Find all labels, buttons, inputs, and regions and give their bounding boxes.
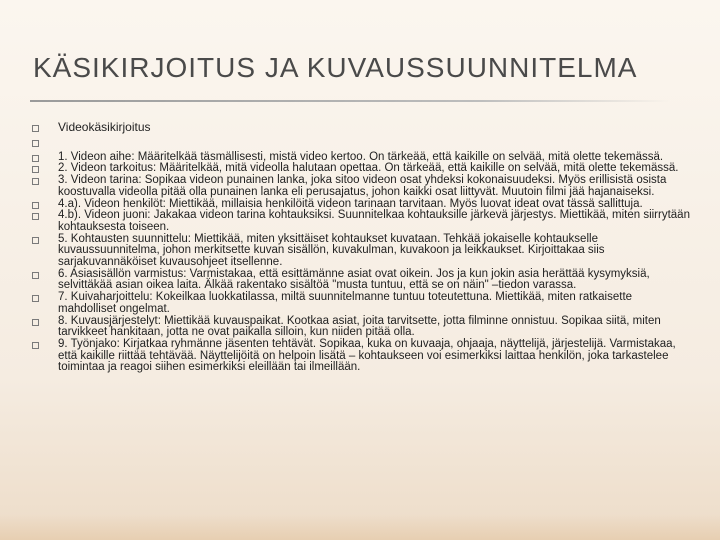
list-item-text: 9. Työnjako: Kirjatkaa ryhmänne jäsenten tehtävät. Sopikaa, kuka on kuvaaja, ohjaaja, näyttelijä, järjestelijä. Varmistakaa, että kaikille riittää tehtävää. Näyttelijöitä on helpoin lisätä – kohtaukseen voi esimerkiksi laittaa henkilön, joka tarkastelee toimintaa ja reagoi siihen esimerkiksi eleillään tai ilmeillään.: [58, 337, 676, 374]
list-item: [30, 269, 690, 292]
list-item-text: 2. Videon tarkoitus: Määritelkää, mitä videolla halutaan opettaa. On tärkeää, että kaikille on selvää, mitä olette tekemässä.: [58, 162, 679, 175]
bottom-decorative-band: [0, 514, 720, 540]
list-item-text: 7. Kuivaharjoittelu: Kokeilkaa luokkatilassa, miltä suunnitelmanne tuntuu toteutettuna. Miettikää, miten ratkaisette mahdolliset ongelmat.: [58, 291, 633, 315]
square-bullet-icon: [32, 272, 39, 279]
square-bullet-icon: [32, 125, 39, 132]
list-item: [30, 339, 690, 374]
list-item: [30, 175, 690, 198]
list-item-text: 8. Kuvausjärjestelyt: Miettikää kuvauspaikat. Kootkaa asiat, joita tarvitsette, jotta filminne onnistuu. Sopikaa siitä, miten tarvikkeet hankitaan, jotta ne ovat paikalla silloin, kun niiden pitää olla.: [58, 314, 661, 339]
list-item: [30, 210, 690, 233]
square-bullet-icon: [32, 237, 39, 244]
square-bullet-icon: [32, 155, 39, 162]
square-bullet-icon: [32, 319, 39, 326]
square-bullet-icon: [32, 178, 39, 185]
list-item: [30, 316, 690, 339]
square-bullet-icon: [32, 342, 39, 349]
list-item-text: 5. Kohtausten suunnittelu: Miettikää, miten yksittäiset kohtaukset kuvataan. Tehkää jokaiselle kohtaukselle kuvaussuunnitelma, johon merkitsette kuvan sisällön, kuvakulman, kuvakoon ja leikkaukset. Kirjoittakaa siis sarjakuvannäköiset kuvausohjeet itsellenne.: [58, 232, 605, 269]
list-item: [30, 234, 690, 269]
square-bullet-icon: [32, 140, 39, 147]
list-item-text: 4.b). Videon juoni: Jakakaa videon tarina kohtauksiksi. Suunnitelkaa kohtauksille järkevä järjestys. Miettikää, miten siirrytään kohtauksesta toiseen.: [58, 209, 690, 233]
list-item-text: 6. Asiasisällön varmistus: Varmistakaa, että esittämänne asiat ovat oikein. Jos ja kun jokin asia herättää kysymyksiä, selvittäkää asian oikea laita. Älkää rakentako sisältöä "musta tuntuu, että se on näin" –tiedon varassa.: [58, 267, 650, 292]
square-bullet-icon: [32, 213, 39, 220]
square-bullet-icon: [32, 166, 39, 173]
list-item-text: 3. Videon tarina: Sopikaa videon punainen lanka, joka sitoo videon osat yhdeksi kokonaisuudeksi. Myös erillisistä osista koostuvalla videolla pitää olla punainen lanka eli perusajatus, johon kaikki osat liittyvät. Muutoin filmi jää hajanaiseksi.: [58, 174, 667, 198]
list-item-empty: [30, 137, 690, 149]
square-bullet-icon: [32, 202, 39, 209]
list-item-text: 1. Videon aihe: Määritelkää täsmällisesti, mistä video kertoo. On tärkeää, että kaikille on selvää, mitä olette tekemässä.: [58, 150, 664, 163]
slide-title: KÄSIKIRJOITUS JA KUVAUSSUUNNITELMA: [33, 52, 638, 83]
bullet-list: [30, 122, 690, 374]
square-bullet-icon: [32, 295, 39, 302]
list-item-heading: [30, 122, 690, 134]
list-item-text: 4.a). Videon henkilöt: Miettikää, millaisia henkilöitä videon tarinaan tarvitaan. Myös luovat ideat ovat tässä sallittuja.: [58, 197, 643, 210]
title-divider: [30, 100, 670, 102]
list-item-heading-text: Videokäsikirjoitus: [58, 120, 151, 134]
list-item: [30, 292, 690, 315]
